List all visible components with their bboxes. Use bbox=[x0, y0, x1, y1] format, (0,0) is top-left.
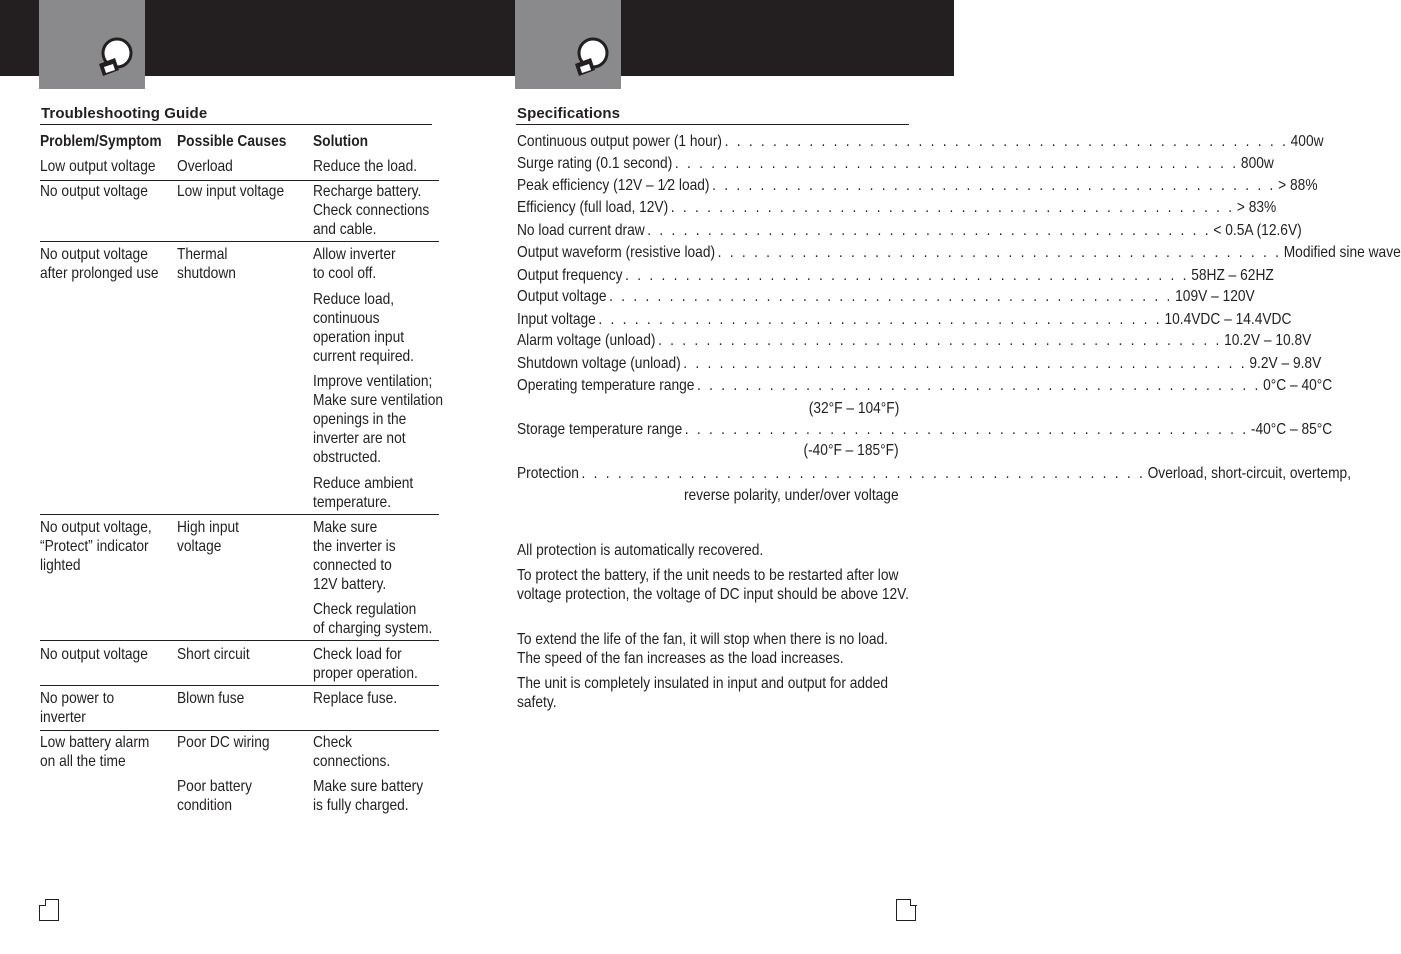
dot-leader: . . . . . . . . . . . . . . . . . . . . . . . . . . . . . . . . . . . . . . . . . . . . . . . bbox=[684, 421, 1249, 438]
spec-row bbox=[517, 420, 1333, 439]
spec-label: Output frequency bbox=[517, 267, 623, 284]
row-divider bbox=[40, 241, 439, 242]
dot-leader: . . . . . . . . . . . . . . . . . . . . . . . . . . . . . . . . . . . . . . . . . . . . . . . bbox=[674, 155, 1239, 172]
problem-cell: No power to inverter bbox=[40, 690, 115, 726]
problem-cell: Low output voltage bbox=[40, 158, 156, 175]
spec-row bbox=[517, 221, 1302, 240]
dot-leader: . . . . . . . . . . . . . . . . . . . . . . . . . . . . . . . . . . . . . . . . . . . . . . . bbox=[581, 465, 1146, 482]
dot-leader: . . . . . . . . . . . . . . . . . . . . . . . . . . . . . . . . . . . . . . . . . . . . . . . bbox=[670, 199, 1235, 216]
spec-value-continuation: reverse polarity, under/over voltage bbox=[684, 487, 899, 504]
spec-label: Efficiency (full load, 12V) bbox=[517, 199, 669, 216]
dot-leader: . . . . . . . . . . . . . . . . . . . . . . . . . . . . . . . . . . . . . . . . . . . . . . . bbox=[625, 267, 1189, 284]
cause-cell: Poor battery condition bbox=[177, 778, 252, 814]
spec-value: Overload, short-circuit, overtemp, bbox=[1147, 465, 1352, 482]
header-causes: Possible Causes bbox=[177, 133, 287, 150]
spec-row bbox=[517, 154, 1274, 173]
solution-cell: Reduce load, continuous operation input current required. bbox=[313, 291, 414, 365]
spec-row bbox=[517, 331, 1312, 350]
solution-cell: Check load for proper operation. bbox=[313, 646, 418, 682]
spec-value: < 0.5A (12.6V) bbox=[1213, 222, 1302, 239]
spec-note: The unit is completely insulated in input and output for added safety. bbox=[517, 675, 888, 711]
header-tab-right bbox=[515, 0, 621, 89]
specifications-title: Specifications bbox=[517, 105, 621, 122]
spec-value: Modified sine wave bbox=[1283, 244, 1401, 261]
spec-label: Peak efficiency (12V – 1⁄2 load) bbox=[517, 177, 710, 194]
solution-cell: Replace fuse. bbox=[313, 690, 398, 707]
problem-cell: No output voltage after prolonged use bbox=[40, 246, 159, 282]
header-solution: Solution bbox=[313, 133, 369, 150]
solution-cell: Check regulation of charging system. bbox=[313, 601, 433, 637]
page-corner-icon bbox=[896, 899, 916, 921]
cause-cell: Thermal shutdown bbox=[177, 246, 236, 282]
cause-cell: Short circuit bbox=[177, 646, 250, 663]
spec-label: Output voltage bbox=[517, 288, 607, 305]
spec-row bbox=[517, 243, 1401, 262]
spec-row bbox=[517, 354, 1322, 373]
header-problem: Problem/Symptom bbox=[40, 133, 162, 150]
dot-leader: . . . . . . . . . . . . . . . . . . . . . . . . . . . . . . . . . . . . . . . . . . . . . . . bbox=[598, 311, 1162, 328]
spec-title-rule bbox=[516, 124, 909, 125]
spec-row bbox=[517, 464, 1352, 483]
spec-row bbox=[517, 376, 1333, 395]
spec-label: Operating temperature range bbox=[517, 377, 695, 394]
problem-cell: No output voltage bbox=[40, 183, 148, 200]
solution-cell: Recharge battery. Check connections and cable. bbox=[313, 183, 430, 238]
spec-label: No load current draw bbox=[517, 222, 645, 239]
spec-value: 109V – 120V bbox=[1175, 288, 1255, 305]
dot-leader: . . . . . . . . . . . . . . . . . . . . . . . . . . . . . . . . . . . . . . . . . . . . . . . bbox=[658, 332, 1222, 349]
spec-label: Input voltage bbox=[517, 311, 596, 328]
spec-value: 400w bbox=[1290, 133, 1324, 150]
title-rule bbox=[40, 124, 432, 125]
dot-leader: . . . . . . . . . . . . . . . . . . . . . . . . . . . . . . . . . . . . . . . . . . . . . . . bbox=[724, 133, 1289, 150]
problem-cell: No output voltage, “Protect” indicator lighted bbox=[40, 519, 152, 574]
troubleshooting-title: Troubleshooting Guide bbox=[41, 105, 208, 122]
header-tab-left bbox=[39, 0, 145, 89]
solution-cell: Check connections. bbox=[313, 734, 391, 770]
row-divider bbox=[40, 514, 439, 515]
solution-cell: Allow inverter to cool off. bbox=[313, 246, 396, 282]
spec-row bbox=[517, 266, 1274, 285]
spec-value: 10.4VDC – 14.4VDC bbox=[1164, 311, 1292, 328]
solution-cell: Reduce the load. bbox=[313, 158, 418, 175]
spec-label: Continuous output power (1 hour) bbox=[517, 133, 723, 150]
row-divider bbox=[40, 640, 439, 641]
problem-cell: No output voltage bbox=[40, 646, 148, 663]
spec-value: 58HZ – 62HZ bbox=[1191, 267, 1274, 284]
cause-cell: High input voltage bbox=[177, 519, 239, 555]
row-divider bbox=[40, 730, 439, 731]
cause-cell: Blown fuse bbox=[177, 690, 245, 707]
spec-label: Shutdown voltage (unload) bbox=[517, 355, 681, 372]
solution-cell: Make sure the inverter is connected to 12V battery. bbox=[313, 519, 396, 593]
spec-row bbox=[517, 176, 1318, 195]
cause-cell: Low input voltage bbox=[177, 183, 285, 200]
spec-value: 800w bbox=[1240, 155, 1274, 172]
spec-label: Storage temperature range bbox=[517, 421, 683, 438]
spec-value: 9.2V – 9.8V bbox=[1249, 355, 1322, 372]
spec-row bbox=[517, 198, 1277, 217]
spec-label: Output waveform (resistive load) bbox=[517, 244, 716, 261]
cause-cell: Overload bbox=[177, 158, 233, 175]
dot-leader: . . . . . . . . . . . . . . . . . . . . . . . . . . . . . . . . . . . . . . . . . . . . . . . bbox=[717, 244, 1282, 261]
dot-leader: . . . . . . . . . . . . . . . . . . . . . . . . . . . . . . . . . . . . . . . . . . . . . . . bbox=[697, 377, 1261, 394]
magnifier-light-icon bbox=[95, 36, 135, 78]
spec-label: Surge rating (0.1 second) bbox=[517, 155, 673, 172]
spec-value: > 83% bbox=[1236, 199, 1277, 216]
spec-value: > 88% bbox=[1278, 177, 1318, 194]
magnifier-light-icon bbox=[571, 36, 611, 78]
solution-cell: Improve ventilation; Make sure ventilation openings in the inverter are not obstructed. bbox=[313, 373, 444, 466]
dot-leader: . . . . . . . . . . . . . . . . . . . . . . . . . . . . . . . . . . . . . . . . . . . . . . . bbox=[647, 222, 1211, 239]
dot-leader: . . . . . . . . . . . . . . . . . . . . . . . . . . . . . . . . . . . . . . . . . . . . . . . bbox=[609, 288, 1173, 305]
spec-value: 10.2V – 10.8V bbox=[1224, 332, 1312, 349]
spec-note: To extend the life of the fan, it will stop when there is no load. The speed of the fan increases as the load increases. bbox=[517, 631, 888, 667]
spec-value-continuation: (32°F – 104°F) bbox=[808, 400, 899, 417]
spec-row bbox=[517, 132, 1324, 151]
spec-value: 0°C – 40°C bbox=[1263, 377, 1333, 394]
problem-cell: Low battery alarm on all the time bbox=[40, 734, 150, 770]
spec-value-continuation: (-40°F – 185°F) bbox=[803, 442, 899, 459]
spec-note: All protection is automatically recovered. bbox=[517, 542, 764, 559]
spec-row bbox=[517, 287, 1255, 306]
spec-label: Alarm voltage (unload) bbox=[517, 332, 656, 349]
spec-label: Protection bbox=[517, 465, 579, 482]
dot-leader: . . . . . . . . . . . . . . . . . . . . . . . . . . . . . . . . . . . . . . . . . . . . . . . bbox=[712, 177, 1276, 194]
spec-note: To protect the battery, if the unit needs to be restarted after low voltage protection, the voltage of DC input should be above 12V. bbox=[517, 567, 909, 603]
cause-cell: Poor DC wiring bbox=[177, 734, 270, 751]
solution-cell: Reduce ambient temperature. bbox=[313, 475, 414, 511]
spec-row bbox=[517, 310, 1292, 329]
row-divider bbox=[40, 685, 439, 686]
dot-leader: . . . . . . . . . . . . . . . . . . . . . . . . . . . . . . . . . . . . . . . . . . . . . . . bbox=[683, 355, 1247, 372]
solution-cell: Make sure battery is fully charged. bbox=[313, 778, 424, 814]
spec-value: -40°C – 85°C bbox=[1250, 421, 1333, 438]
page-corner-icon bbox=[39, 899, 59, 921]
row-divider bbox=[40, 180, 439, 181]
